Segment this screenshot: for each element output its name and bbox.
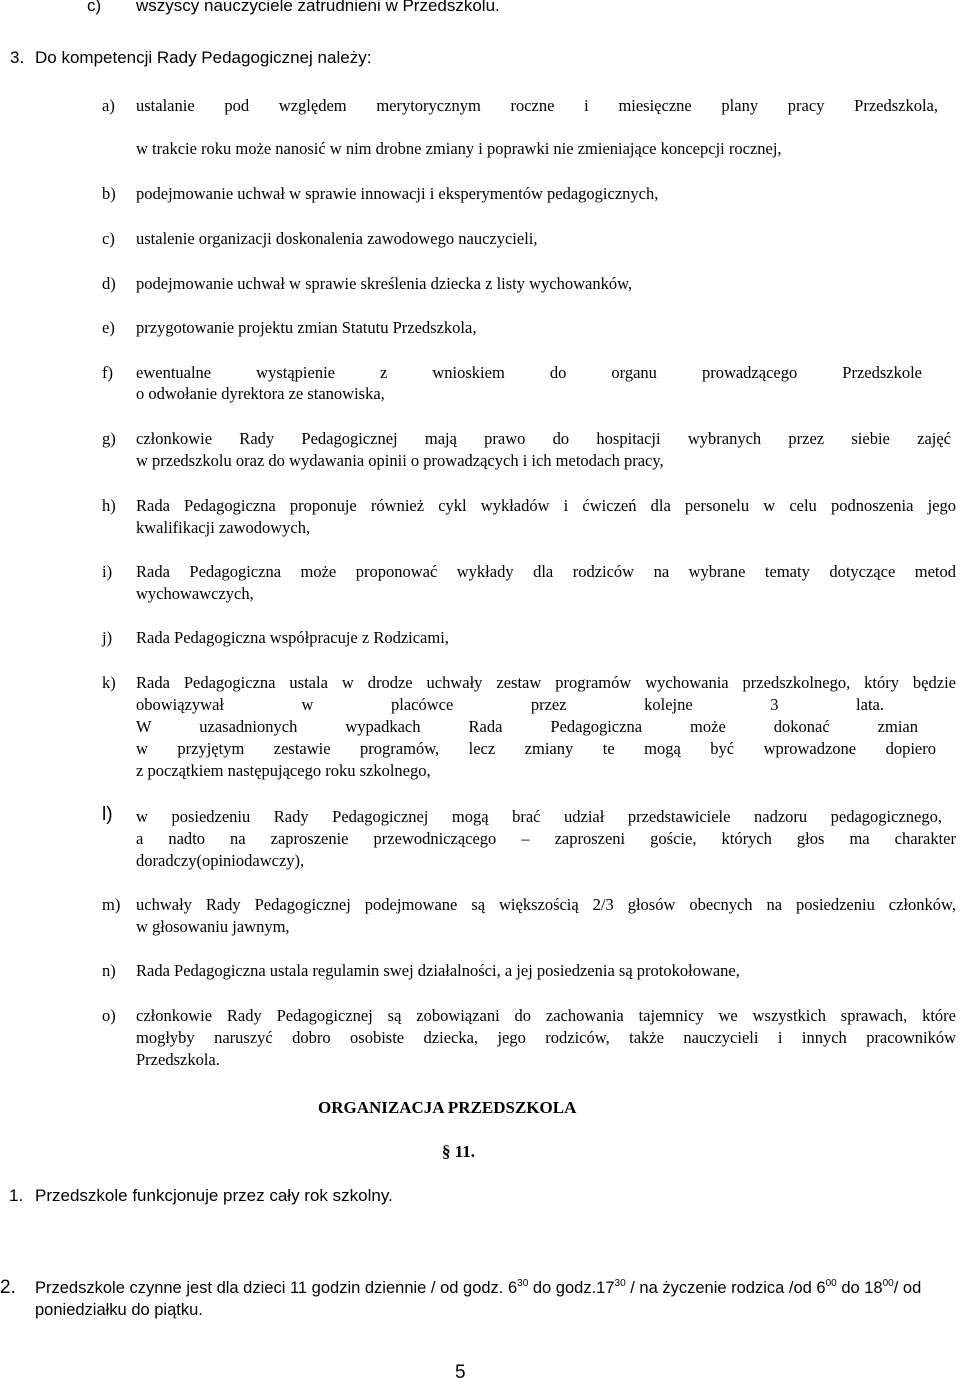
item-g-line1: członkowie Rady Pedagogicznej mają prawo do hospitacji wybranych przez siebie zajęć <box>136 429 951 448</box>
item-h-line1: Rada Pedagogiczna proponuje również cykl wykładów i ćwiczeń dla personelu w celu podnoszenia jego <box>136 496 956 515</box>
item-label-g: g) <box>102 429 116 448</box>
item-l-line3: doradczy(opiniodawczy), <box>136 851 305 870</box>
item-j-line1: Rada Pedagogiczna współpracuje z Rodzicami, <box>136 628 449 647</box>
item-m-line1: uchwały Rady Pedagogicznej podejmowane są większością 2/3 głosów obecnych na posiedzeniu członków, <box>136 895 956 914</box>
p2-superscript: 30 <box>517 1278 529 1289</box>
item-c-line1: ustalenie organizacji doskonalenia zawodowego nauczycieli, <box>136 229 538 248</box>
item-label-c: c) <box>102 229 115 248</box>
item-label-n: n) <box>102 961 116 980</box>
item-label-b: b) <box>102 184 116 203</box>
item-d-line1: podejmowanie uchwał w sprawie skreślenia dziecka z listy wychowanków, <box>136 274 633 293</box>
item-b-line1: podejmowanie uchwał w sprawie innowacji i eksperymentów pedagogicznych, <box>136 184 659 203</box>
item-k-line3: W uzasadnionych wypadkach Rada Pedagogiczna może dokonać zmian <box>136 717 918 736</box>
item-f-line1: ewentualne wystąpienie z wnioskiem do organu prowadzącego Przedszkole <box>136 363 922 382</box>
paragraph-number: § 11. <box>442 1142 476 1161</box>
item-label-d: d) <box>102 274 116 293</box>
p2-text-part: / od <box>893 1279 922 1297</box>
item-label-m: m) <box>102 895 121 914</box>
item-l-line1: w posiedzeniu Rady Pedagogicznej mogą brać udział przedstawiciele nadzoru pedagogicznego, <box>136 807 942 826</box>
paragraph-1-number: 1. <box>9 1186 24 1205</box>
item-k-line1: Rada Pedagogiczna ustala w drodze uchwały zestaw programów wychowania przedszkolnego, który będzie <box>136 673 956 692</box>
item-f-line2: o odwołanie dyrektora ze stanowiska, <box>136 384 385 403</box>
section-title: ORGANIZACJA PRZEDSZKOLA <box>318 1098 577 1117</box>
paragraph-2-line1 <box>35 1278 921 1298</box>
paragraph-2-number: 2. <box>0 1277 16 1298</box>
paragraph-2-line2: poniedziałku do piątku. <box>35 1301 203 1319</box>
item-a-line2: w trakcie roku może nanosić w nim drobne zmiany i poprawki nie zmieniające koncepcji rocznej, <box>136 139 782 158</box>
section-number: 3. <box>10 48 25 67</box>
item-a-line1: ustalanie pod względem merytorycznym roczne i miesięczne plany pracy Przedszkola, <box>136 96 938 115</box>
item-label-k: k) <box>102 673 116 692</box>
item-n-line1: Rada Pedagogiczna ustala regulamin swej działalności, a jej posiedzenia są protokołowane, <box>136 961 740 980</box>
p2-text-part: do godz.17 <box>528 1279 615 1297</box>
item-label-f: f) <box>102 363 113 382</box>
list-item-text: wszyscy nauczyciele zatrudnieni w Przedszkolu. <box>136 0 500 15</box>
item-m-line2: w głosowaniu jawnym, <box>136 917 290 936</box>
item-label-l: l) <box>102 804 113 825</box>
item-h-line2: kwalifikacji zawodowych, <box>136 518 311 537</box>
p2-superscript: 00 <box>825 1278 837 1289</box>
p2-text-part: Przedszkole czynne jest dla dzieci 11 godzin dziennie / od godz. 6 <box>35 1279 518 1297</box>
item-o-line2: mogłyby naruszyć dobro osobiste dziecka, jego rodziców, także nauczycieli i innych pracowników <box>136 1028 956 1047</box>
item-g-line2: w przedszkolu oraz do wydawania opinii o prowadzących i ich metodach pracy, <box>136 451 664 470</box>
p2-text-part: / na życzenie rodzica /od 6 <box>625 1279 826 1297</box>
item-o-line1: członkowie Rady Pedagogicznej są zobowiązani do zachowania tajemnicy we wszystkich sprawach, które <box>136 1006 956 1025</box>
p2-superscript: 30 <box>614 1278 626 1289</box>
item-k-line4: w przyjętym zestawie programów, lecz zmiany te mogą być wprowadzone dopiero <box>136 739 936 758</box>
section-heading: Do kompetencji Rady Pedagogicznej należy: <box>35 48 372 67</box>
item-k-line2: obowiązywał w placówce przez kolejne 3 lata. <box>136 695 884 714</box>
page-number: 5 <box>455 1362 466 1383</box>
item-e-line1: przygotowanie projektu zmian Statutu Przedszkola, <box>136 318 477 337</box>
item-label-o: o) <box>102 1006 116 1025</box>
item-label-j: j) <box>102 628 113 647</box>
item-i-line1: Rada Pedagogiczna może proponować wykłady dla rodziców na wybrane tematy dotyczące metod <box>136 562 956 581</box>
item-i-line2: wychowawczych, <box>136 584 254 603</box>
item-label-i: i) <box>102 562 113 581</box>
item-l-line2: a nadto na zaproszenie przewodniczącego – zaproszeni goście, których głos ma charakter <box>136 829 956 848</box>
list-label: c) <box>87 0 102 15</box>
item-k-line5: z początkiem następującego roku szkolnego, <box>136 761 431 780</box>
p2-superscript: 00 <box>882 1278 894 1289</box>
item-label-e: e) <box>102 318 115 337</box>
item-label-h: h) <box>102 496 116 515</box>
item-label-a: a) <box>102 96 115 115</box>
paragraph-1-text: Przedszkole funkcjonuje przez cały rok szkolny. <box>35 1186 393 1205</box>
item-o-line3: Przedszkola. <box>136 1050 220 1069</box>
p2-text-part: do 18 <box>836 1279 883 1297</box>
